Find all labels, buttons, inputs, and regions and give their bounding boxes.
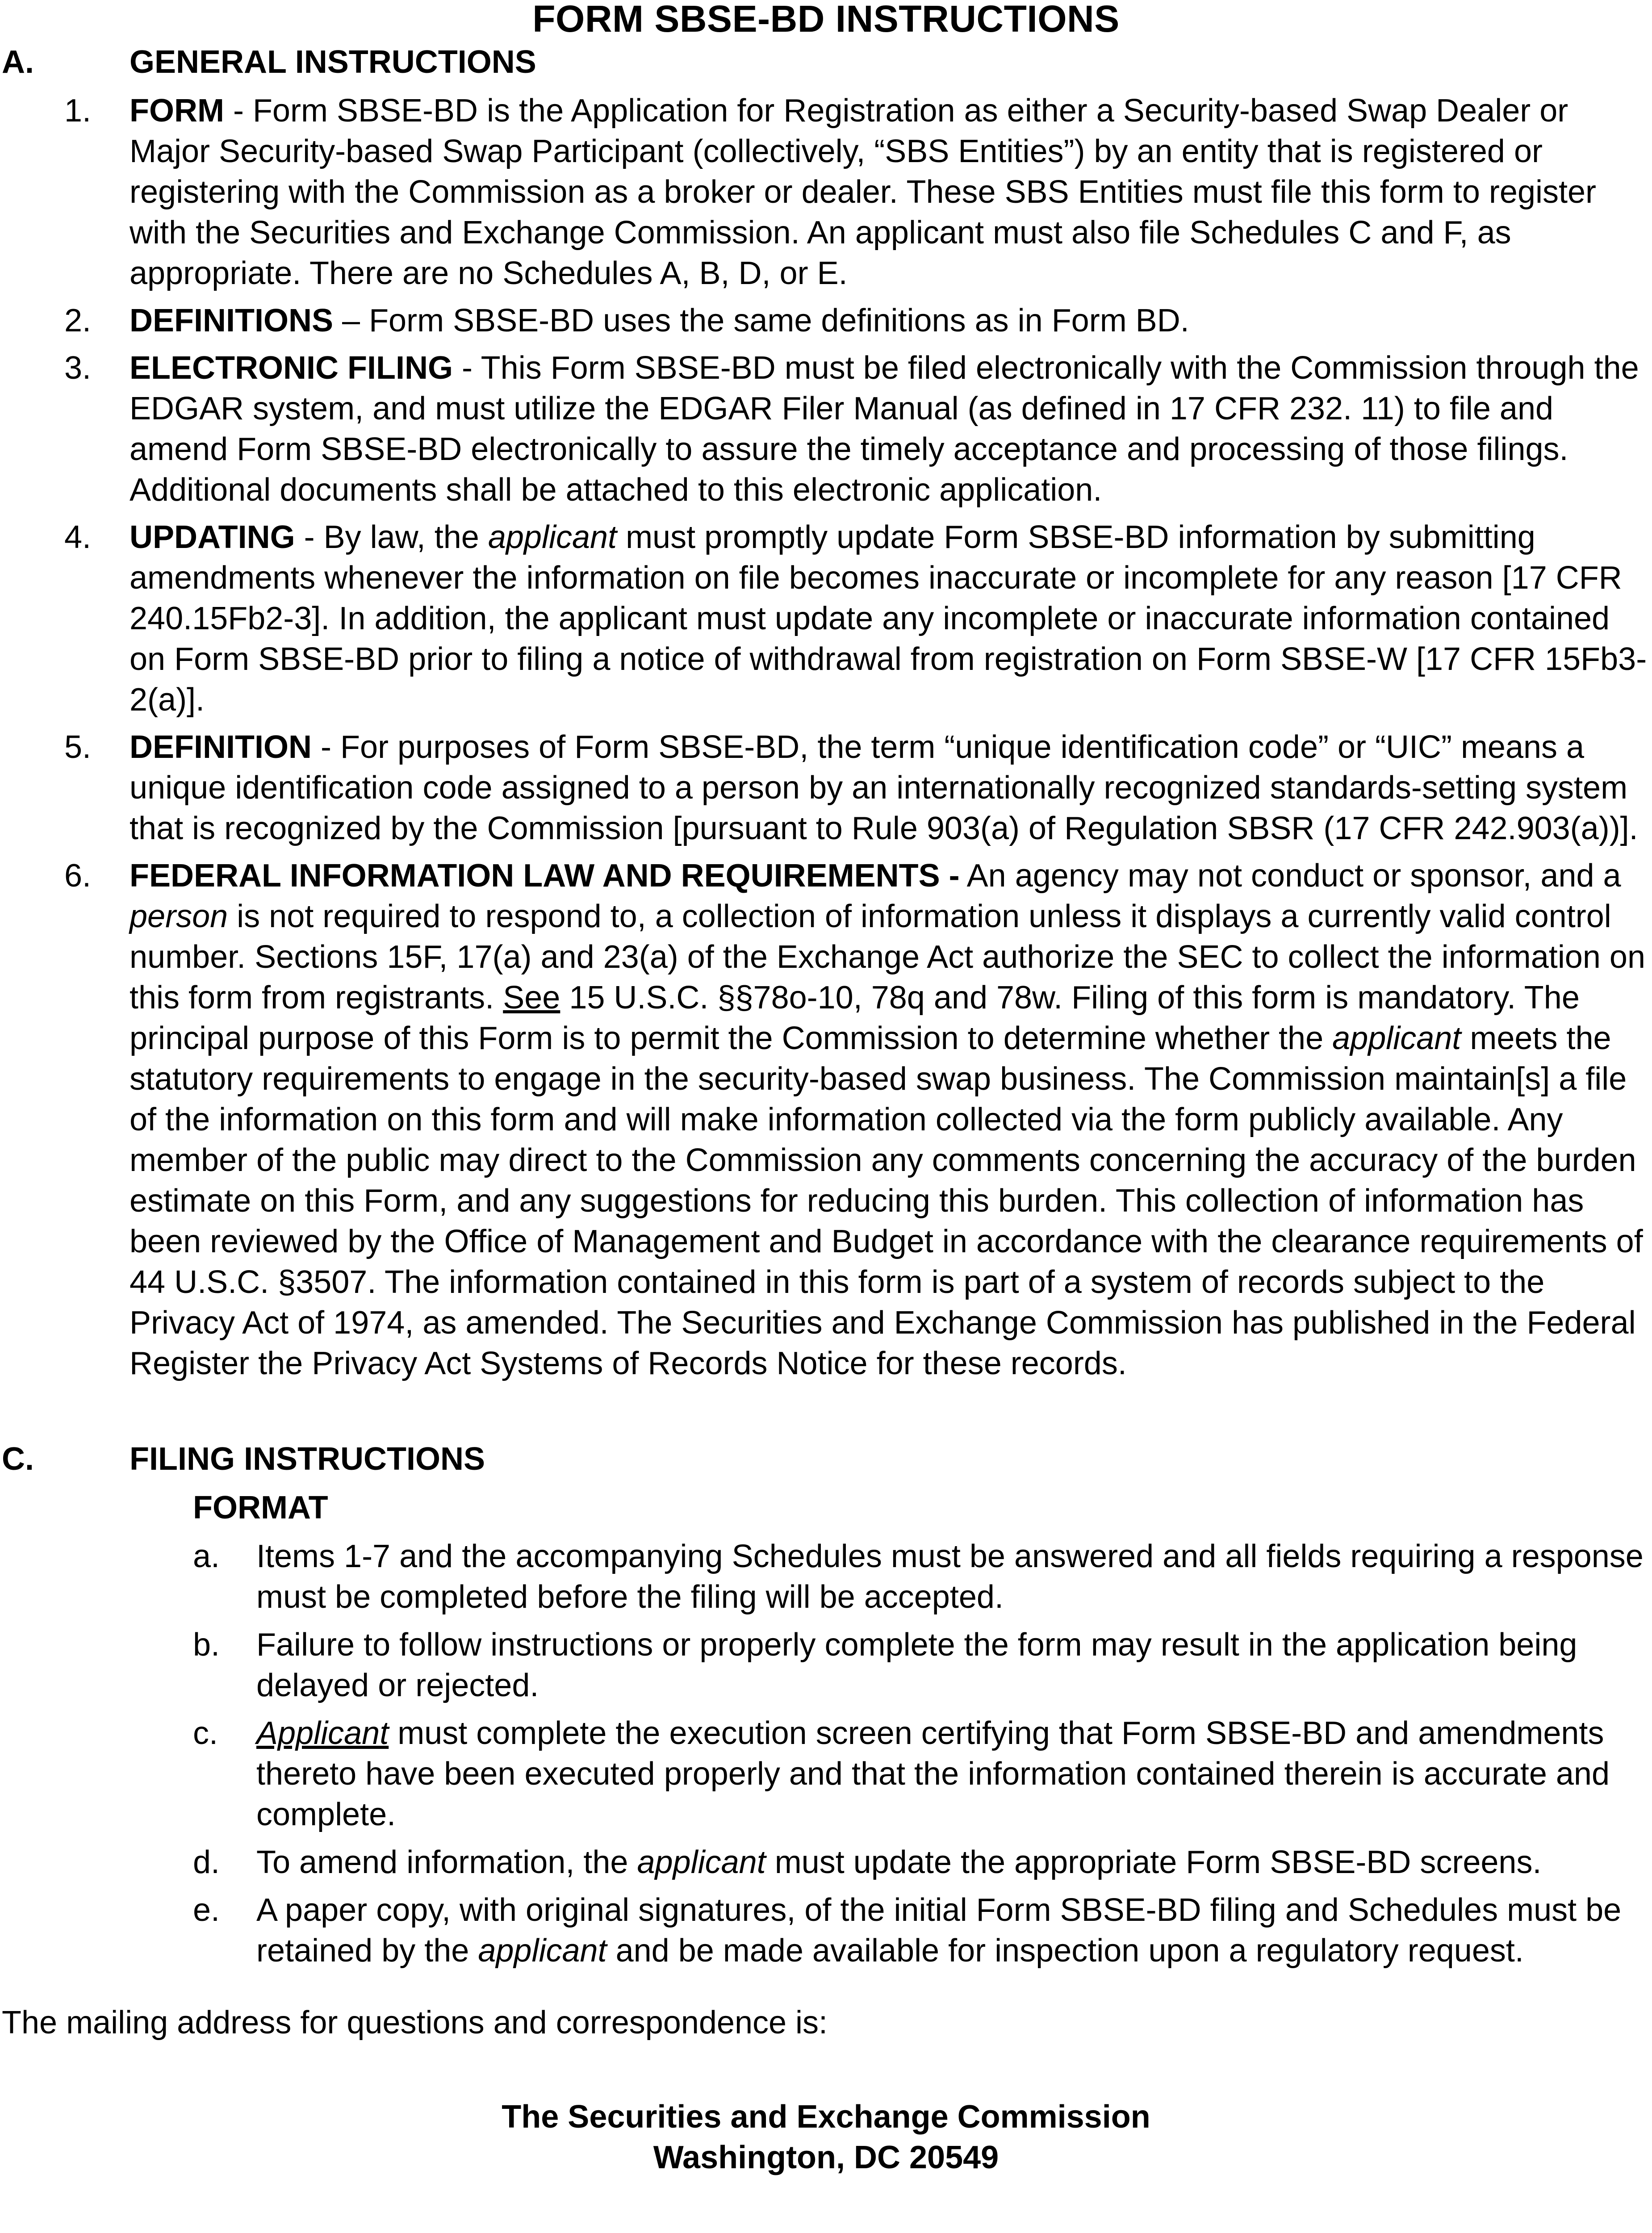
item-lead-term: DEFINITION bbox=[130, 729, 312, 765]
item-number: 5. bbox=[64, 729, 92, 765]
underlined-run bbox=[256, 1715, 389, 1751]
text-run: meets the statutory requirements to engage in the security-based swap business. The Commission maintain[s] a file of the information on this form and will make information collected via the form publicly available. Any member of the public may direct to the Commission any comments concerning the accuracy of the burden estimate on this Form, and any suggestions for reducing this burden. This collection of information has been reviewed by the Office of Management and Budget in accordance with the clearance requirements of 44 U.S.C. §3507. The information contained in this form is part of a system of records subject to the Privacy Act of 1974, as amended. The Securities and Exchange Commission has published in the Federal Register the Privacy Act Systems of Records Notice for these records. bbox=[130, 1020, 1643, 1381]
text-run: - By law, the bbox=[295, 519, 488, 555]
format-item-text bbox=[256, 1890, 1650, 1971]
item-lead-term: ELECTRONIC FILING bbox=[130, 350, 453, 386]
item-lead-term: DEFINITIONS bbox=[130, 303, 334, 339]
format-item-letter: c. bbox=[193, 1715, 218, 1751]
mailing-address-intro: The mailing address for questions and correspondence is: bbox=[2, 2005, 828, 2041]
instruction-item bbox=[2, 727, 1650, 849]
text-run: A paper copy, with original signatures, of the initial Form SBSE-BD filing and Schedules must be retained by the bbox=[256, 1892, 1622, 1969]
format-item-letter: a. bbox=[193, 1539, 220, 1574]
text-run: must promptly update Form SBSE-BD information by submitting amendments whenever the information on file becomes inaccurate or incomplete for any reason [17 CFR 240.15Fb2-3]. In addition, the applicant must update any incomplete or inaccurate information contained on Form SBSE-BD prior to filing a notice of withdrawal from registration on Form SBSE-W [17 CFR 15Fb3-2(a)]. bbox=[130, 519, 1647, 718]
text-run: must update the appropriate Form SBSE-BD screens. bbox=[765, 1844, 1542, 1880]
text-run: - This Form SBSE-BD must be filed electronically with the Commission through the EDGAR system, and must utilize the EDGAR Filer Manual (as defined in 17 CFR 232. 11) to file and amend Form SBSE-BD electronically to assure the timely acceptance and processing of those filings. Additional documents shall be attached to this electronic application. bbox=[130, 350, 1639, 508]
text-run: must complete the execution screen certifying that Form SBSE-BD and amendments thereto have been executed properly and that the information contained therein is accurate and complete. bbox=[256, 1715, 1610, 1832]
item-lead-term: FEDERAL INFORMATION LAW AND REQUIREMENTS - bbox=[130, 858, 960, 894]
text-run: is not required to respond to, a collection of information unless it displays a currently valid control number. Sections 15F, 17(a) and 23(a) of the Exchange Act authorize the SEC to collect the information on this form from registrants. bbox=[130, 899, 1645, 1016]
italic-run: applicant bbox=[637, 1844, 766, 1880]
item-text bbox=[130, 517, 1650, 720]
section-a-letter: A. bbox=[2, 44, 34, 80]
format-item bbox=[2, 1713, 1650, 1835]
italic-run: person bbox=[130, 899, 228, 934]
item-number: 4. bbox=[64, 519, 92, 555]
item-text bbox=[130, 856, 1650, 1384]
format-item-text bbox=[256, 1536, 1650, 1618]
format-list bbox=[2, 1536, 1650, 1971]
general-instructions-list bbox=[2, 91, 1650, 1384]
italic-run: applicant bbox=[1332, 1020, 1461, 1056]
instruction-item bbox=[2, 348, 1650, 510]
text-run: To amend information, the bbox=[256, 1844, 637, 1880]
text-run: Failure to follow instructions or properly complete the form may result in the application being delayed or rejected. bbox=[256, 1627, 1577, 1703]
format-item bbox=[2, 1842, 1650, 1883]
format-item-letter: d. bbox=[193, 1844, 220, 1880]
item-text bbox=[130, 91, 1650, 294]
text-run: and be made available for inspection upon a regulatory request. bbox=[606, 1933, 1524, 1969]
section-a-heading bbox=[2, 42, 1650, 83]
item-text bbox=[130, 348, 1650, 510]
text-run: - For purposes of Form SBSE-BD, the term “unique identification code” or “UIC” means a unique identification code assigned to a person by an internationally recognized standards-setting system that is recognized by the Commission [pursuant to Rule 903(a) of Regulation SBSR (17 CFR 242.903(a))]. bbox=[130, 729, 1638, 846]
format-item-text bbox=[256, 1842, 1650, 1883]
section-filing-instructions bbox=[2, 1439, 1650, 1971]
item-lead-term: FORM bbox=[130, 93, 224, 129]
item-number: 1. bbox=[64, 93, 92, 129]
format-item-letter: e. bbox=[193, 1892, 220, 1928]
instruction-item bbox=[2, 517, 1650, 720]
item-text bbox=[130, 727, 1650, 849]
instruction-item bbox=[2, 91, 1650, 294]
section-c-title: FILING INSTRUCTIONS bbox=[130, 1441, 485, 1477]
text-run: – Form SBSE-BD uses the same definitions as in Form BD. bbox=[333, 303, 1189, 339]
text-run: - Form SBSE-BD is the Application for Registration as either a Security-based Swap Dealer or Major Security-based Swap Participant (collectively, “SBS Entities”) by an entity that is registered or registering with the Commission as a broker or dealer. These SBS Entities must file this form to register with the Securities and Exchange Commission. An applicant must also file Schedules C and F, as appropriate. There are no Schedules A, B, D, or E. bbox=[130, 93, 1597, 291]
page-title: FORM SBSE-BD INSTRUCTIONS bbox=[532, 0, 1120, 40]
format-subheading: FORMAT bbox=[193, 1490, 328, 1526]
italic-run: applicant bbox=[488, 519, 617, 555]
format-item bbox=[2, 1890, 1650, 1971]
italic-run: applicant bbox=[478, 1933, 607, 1969]
text-run: 15 U.S.C. §§78o-10, 78q and 78w. Filing of this form is mandatory. The principal purpose of this Form is to permit the Commission to determine whether the bbox=[130, 980, 1580, 1056]
section-c-heading bbox=[2, 1439, 1650, 1480]
instruction-item bbox=[2, 301, 1650, 341]
section-c-letter: C. bbox=[2, 1441, 34, 1477]
underlined-run: See bbox=[503, 980, 560, 1016]
mailing-address bbox=[2, 2097, 1650, 2178]
format-item-text bbox=[256, 1625, 1650, 1706]
instruction-item bbox=[2, 856, 1650, 1384]
section-spacer bbox=[2, 1391, 1650, 1434]
item-lead-term: UPDATING bbox=[130, 519, 295, 555]
item-number: 2. bbox=[64, 303, 92, 339]
section-general-instructions bbox=[2, 42, 1650, 1384]
item-number: 3. bbox=[64, 350, 92, 386]
address-line-organization: The Securities and Exchange Commission bbox=[502, 2099, 1150, 2135]
item-text bbox=[130, 301, 1650, 341]
text-run: An agency may not conduct or sponsor, and a bbox=[959, 858, 1621, 894]
item-number: 6. bbox=[64, 858, 92, 894]
format-item bbox=[2, 1536, 1650, 1618]
format-item-letter: b. bbox=[193, 1627, 220, 1663]
address-line-city: Washington, DC 20549 bbox=[653, 2140, 999, 2175]
italic-run: Applicant bbox=[256, 1715, 389, 1751]
section-a-title: GENERAL INSTRUCTIONS bbox=[130, 44, 536, 80]
format-item-text bbox=[256, 1713, 1650, 1835]
text-run: Items 1-7 and the accompanying Schedules must be answered and all fields requiring a response must be completed before the filing will be accepted. bbox=[256, 1539, 1644, 1615]
format-item bbox=[2, 1625, 1650, 1706]
